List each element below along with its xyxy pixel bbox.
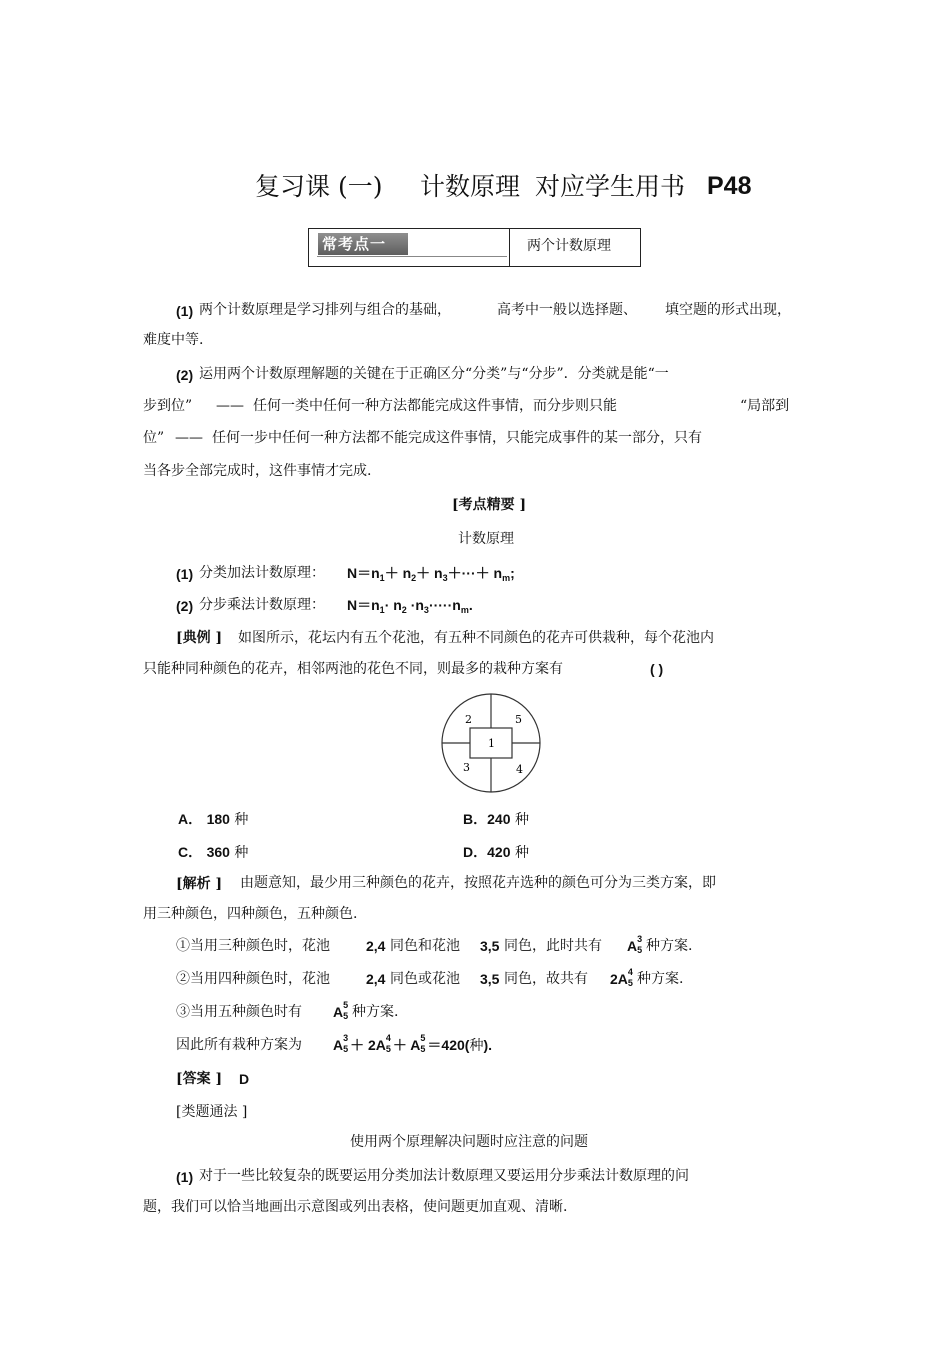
answer-tag: [答案 ] xyxy=(176,1071,223,1087)
case1-text-a: ①当用三种颜色时，花池 xyxy=(176,938,330,954)
method-p1-line1: 对于一些比较复杂的既要运用分类加法计数原理又要运用分步乘法计数原理的问 xyxy=(199,1168,689,1184)
topic-label: 两个计数原理 xyxy=(527,238,611,254)
method-p1-line2: 题，我们可以恰当地画出示意图或列出表格，使问题更加直观、清晰. xyxy=(143,1199,568,1215)
title-review-lesson: 复习课 (一) xyxy=(255,172,383,201)
case1-pools-b: 3,5 xyxy=(480,938,500,954)
intro-p2-num: (2) xyxy=(176,367,194,383)
case3-formula: A 5 5 xyxy=(333,1000,349,1021)
total-text: 因此所有栽种方案为 xyxy=(176,1037,302,1053)
case1-text-d: 种方案. xyxy=(646,938,693,954)
intro-p2-line2-c: 任何一类中任何一种方法都能完成这件事情，而分步则只能 xyxy=(253,398,617,414)
case2-text-d: 种方案. xyxy=(637,971,684,987)
intro-p2-line3-a: 位” xyxy=(143,430,165,446)
rule1-label: 分类加法计数原理： xyxy=(199,565,325,581)
option-c: C． 360 种 xyxy=(178,844,249,861)
intro-p1-num: (1) xyxy=(176,303,194,319)
answer-value: D xyxy=(239,1071,250,1087)
case2-pools-a: 2,4 xyxy=(366,971,386,987)
intro-p2-line2-d: “局部到 xyxy=(740,398,790,414)
intro-p2-line1: 运用两个计数原理解题的关键在于正确区分“分类”与“分步”．分类就是能“一 xyxy=(199,366,669,382)
case3-text-a: ③当用五种颜色时有 xyxy=(176,1004,302,1020)
essentials-subheading: 计数原理 xyxy=(458,531,514,547)
intro-p2-line3-c: 任何一步中任何一种方法都不能完成这件事情，只能完成事件的某一部分，只有 xyxy=(212,430,702,446)
pool-label-5: 5 xyxy=(515,713,522,726)
example-line1: 如图所示，花坛内有五个花池，有五种不同颜色的花卉可供栽种，每个花池内 xyxy=(238,630,714,646)
case2-pools-b: 3,5 xyxy=(480,971,500,987)
intro-p2-line4: 当各步全部完成时，这件事情才完成. xyxy=(143,463,372,479)
table-divider xyxy=(509,229,510,266)
method-tag: [类题通法 ] xyxy=(176,1104,248,1120)
case2-text-c: 同色，故共有 xyxy=(504,971,588,987)
case2-text-b: 同色或花池 xyxy=(390,971,460,987)
title-reference: 对应学生用书 xyxy=(535,172,686,201)
method-heading: 使用两个原理解决问题时应注意的问题 xyxy=(350,1134,588,1150)
pool-label-4: 4 xyxy=(516,763,523,776)
case2-formula: 2A 4 5 xyxy=(610,967,633,988)
case1-text-b: 同色和花池 xyxy=(390,938,460,954)
essentials-heading: [考点精要 ] xyxy=(452,497,527,513)
example-line2: 只能种同种颜色的花卉，相邻两池的花色不同，则最多的栽种方案有 xyxy=(143,661,563,677)
case2-text-a: ②当用四种颜色时，花池 xyxy=(176,971,330,987)
topic-header-table xyxy=(308,228,641,267)
rule2-label: 分步乘法计数原理： xyxy=(199,597,325,613)
pool-label-2: 2 xyxy=(465,713,472,726)
flowerbed-diagram xyxy=(440,692,542,794)
solution-line1: 由题意知，最少用三种颜色的花卉，按照花卉选种的颜色可分为三类方案，即 xyxy=(240,875,716,891)
intro-p1-text-b: 高考中一般以选择题、 xyxy=(497,302,637,318)
intro-p2-line2-a: 步到位” xyxy=(143,398,193,414)
title-topic: 计数原理 xyxy=(420,172,521,201)
pool-label-3: 3 xyxy=(463,761,470,774)
option-b: B．240 种 xyxy=(463,811,529,828)
rule1-num: (1) xyxy=(176,566,194,582)
intro-p2-line2-dash: —— xyxy=(216,398,244,414)
rule2-num: (2) xyxy=(176,598,194,614)
rule1-formula: $N=n_1+ n_2+ n_3+\cdot\cdot\cdot+ n_m$; xyxy=(347,565,515,583)
example-tag: [典例 ] xyxy=(176,630,223,646)
case3-text-b: 种方案. xyxy=(352,1004,399,1020)
option-a: A． 180 种 xyxy=(178,811,249,828)
case1-pools-a: 2,4 xyxy=(366,938,386,954)
badge-underline xyxy=(317,256,507,257)
answer-blank: ( ) xyxy=(650,661,664,677)
topic-badge: 常考点一 xyxy=(318,233,408,255)
method-p1-num: (1) xyxy=(176,1169,194,1185)
pool-label-1: 1 xyxy=(488,737,495,750)
intro-p2-line3-dash: —— xyxy=(175,430,203,446)
title-page-ref: P48 xyxy=(707,172,752,200)
case1-formula: A 3 5 xyxy=(627,934,643,955)
solution-tag: [解析 ] xyxy=(176,876,223,892)
intro-p1-text-a: 两个计数原理是学习排列与组合的基础， xyxy=(199,302,451,318)
rule2-formula: $N=n_1\cdot n_2 \cdot n_3\cdot\cdot\cdot\cdot\cdot n_m$. xyxy=(347,597,473,615)
solution-line2: 用三种颜色，四种颜色，五种颜色. xyxy=(143,906,358,922)
case1-text-c: 同色，此时共有 xyxy=(504,938,602,954)
option-d: D．420 种 xyxy=(463,844,529,861)
intro-p1-text-c: 填空题的形式出现， xyxy=(665,302,791,318)
intro-p1-line2: 难度中等. xyxy=(143,332,204,348)
total-formula: A 3 5 ＋ 2A 4 5 ＋ A 5 5 ＝420(种). xyxy=(333,1033,492,1054)
